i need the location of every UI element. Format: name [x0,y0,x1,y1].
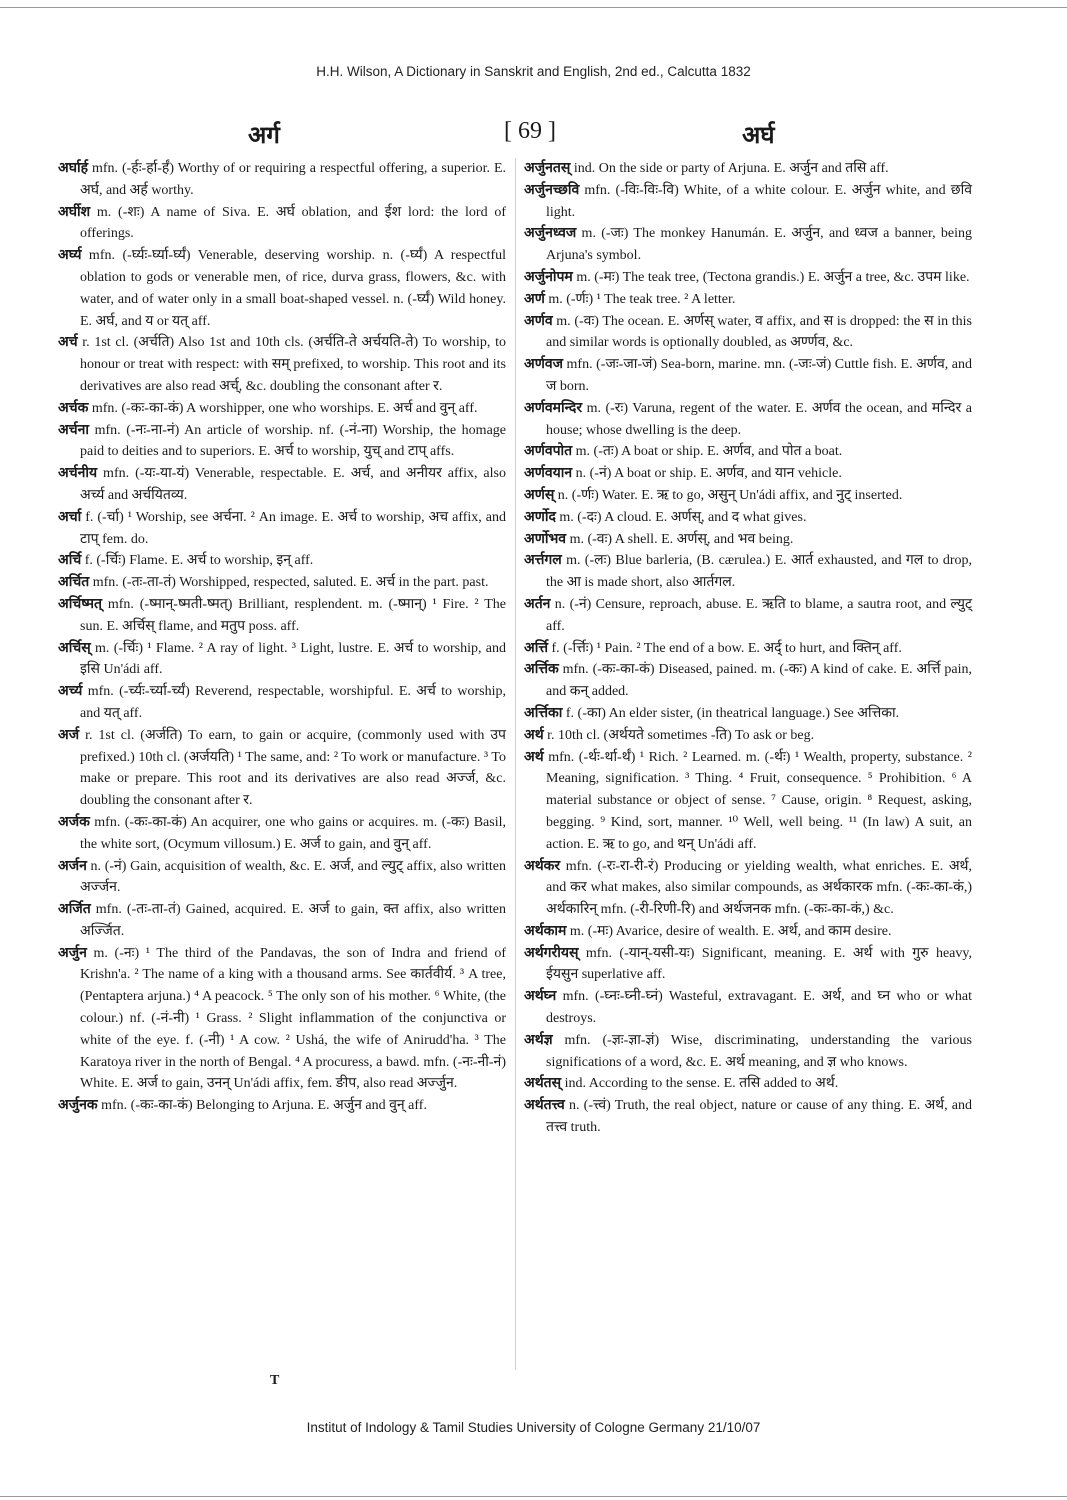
dictionary-entry [58,638,506,682]
entry-headword: अर्जन [58,858,87,874]
dictionary-entry [58,812,506,856]
column-divider [515,158,516,1370]
dictionary-entry [58,681,506,725]
entry-definition: n. (-नं) A boat or ship. E. अर्णव, and यान vehicle. [572,466,842,482]
entry-headword: अर्त्तगल [524,553,562,569]
entry-headword: अर्थकर [524,858,561,874]
dictionary-entry [58,420,506,464]
entry-headword: अर्जक [58,814,90,830]
dictionary-entry [524,463,972,485]
entry-definition: m. (-रः) Varuna, regent of the water. E. अर्णव the ocean, and मन्दिर a house; whose dwelling is the deep. [546,400,972,438]
dictionary-entry [58,594,506,638]
dictionary-entry [524,986,972,1030]
entry-headword: अर्जुनध्वज [524,226,577,242]
dictionary-entry [524,223,972,267]
entry-definition: mfn. (-ज्ञः-ज्ञा-ज्ञं) Wise, discriminating, understanding the various significations of a word, &c. E. अर्थ meaning, and ज्ञ who knows. [546,1032,972,1070]
entry-headword: अर्णवपोत [524,444,573,460]
entry-definition: f. (-र्त्तिः) ¹ Pain. ² The end of a bow. E. अर्द् to hurt, and क्तिन् aff. [548,640,902,656]
entry-headword: अर्णव [524,313,553,329]
entry-definition: mfn. (-र्च्यः-र्च्या-र्च्यं) Reverend, respectable, worshipful. E. अर्च to worship, and यत् aff. [80,684,506,721]
dictionary-entry [58,550,506,572]
dictionary-entry [58,899,506,943]
dictionary-entry [524,311,972,355]
entry-headword: अर्चिष्मत् [58,596,102,612]
dictionary-entry [58,463,506,507]
entry-definition: r. 1st cl. (अर्जति) To earn, to gain or acquire, (commonly used with उप prefixed.) 10th cl. (अर्जयति) ¹ The same, and: ² To work or manufacture. ³ To make or prepare. This root and its derivatives are also read अर्ज्ज, &c. doubling the consonant after र. [79,727,506,809]
dictionary-entry [58,943,506,1096]
entry-headword: अर्थतत्त्व [524,1098,565,1114]
dictionary-entry [58,1095,506,1117]
entry-definition: m. (-लः) Blue barleria, (B. cærulea.) E. आर्त exhausted, and गल to drop, the आ is made short, also आर्तगल. [546,553,972,591]
entry-definition: m. (-तः) A boat or ship. E. अर्णव, and पोत a boat. [572,444,843,460]
entry-headword: अर्जुन [58,945,87,961]
entry-definition: mfn. (-विः-विः-वि) White, of a white colour. E. अर्जुन white, and छवि light. [546,182,972,220]
right-running-headword: अर्घ [742,123,775,149]
dictionary-entry [524,703,972,725]
signature-mark: T [270,1373,280,1388]
entry-definition: m. (-र्चिः) ¹ Flame. ² A ray of light. ³ Light, lustre. E. अर्च to worship, and इसि Un'ádi aff. [80,640,506,678]
entry-definition: m. (-जः) The monkey Hanumán. E. अर्जुन, and ध्वज a banner, being Arjuna's symbol. [546,226,972,264]
entry-headword: अर्जुनोपम [524,269,573,285]
entry-definition: mfn. (-र्घ्यः-र्घ्या-र्घ्यं) Venerable, deserving worship. n. (-र्घ्यं) A respectful oblation to gods or venerable men, of rice, durva grass, flowers, &c. with water, and of water only in a small boat-shaped vessel. n. (-र्घ्यं) Wild honey. E. अर्घ, and य or यत् aff. [80,248,506,329]
entry-headword: अर्थ [524,727,544,743]
dictionary-entry [524,725,972,747]
entry-headword: अर्णस् [524,487,555,503]
entry-headword: अर्जुनक [58,1098,98,1114]
entry-definition: m. (-मः) The teak tree, (Tectona grandis.) E. अर्जुन a tree, &c. उपम like. [572,269,970,285]
entry-definition: mfn. (-ष्मान्-ष्मती-ष्मत्) Brilliant, resplendent. m. (-ष्मान्) ¹ Fire. ² The sun. E. अर्चिस् flame, and मतुप poss. aff. [80,596,506,634]
dictionary-entry [524,659,972,703]
entry-definition: ind. On the side or party of Arjuna. E. अर्जुन and तसि aff. [570,161,889,176]
dictionary-entry [524,1095,972,1139]
entry-definition: n. (-त्त्वं) Truth, the real object, nature or cause of any thing. E. अर्थ, and तत्त्व truth. [546,1098,972,1136]
dictionary-entry [524,158,972,180]
entry-definition: m. (-दः) A cloud. E. अर्णस्, and द what gives. [555,509,807,525]
entry-headword: अर्त्तिका [524,705,563,721]
dictionary-entry [524,354,972,398]
entry-headword: अर्चित [58,575,90,591]
entry-headword: अर्णोद [524,509,556,525]
entry-definition: f. (-र्चिः) Flame. E. अर्च to worship, इन् aff. [81,553,314,569]
page-number: [ 69 ] [504,118,556,144]
entry-headword: अर्जित [58,902,91,918]
entry-definition: r. 10th cl. (अर्थयते sometimes -ति) To ask or beg. [543,727,815,743]
entry-headword: अर्णवयान [524,466,573,482]
dictionary-entry [58,245,506,332]
dictionary-entry [524,180,972,224]
entry-headword: अर्णवमन्दिर [524,400,583,416]
dictionary-entry [524,267,972,289]
entry-definition: mfn. (-र्थः-र्था-र्थं) ¹ Rich. ² Learned. m. (-र्थः) ¹ Wealth, property, substance. ² Meaning, signification. ³ Thing. ⁴ Fruit, consequence. ⁵ Prohibition. ⁶ A material substance or object of sense. ⁷ Cause, origin. ⁸ Request, asking, begging. ⁹ Kind, sort, manner. ¹⁰ Well, well being. ¹¹ (In law) A suit, an action. E. ऋ to go, and थन् Un'ádi aff. [543,749,972,852]
entry-definition: mfn. (-नः-ना-नं) An article of worship. nf. (-नं-ना) Worship, the homage paid to deities and to superiors. E. अर्च to worship, युच् and टाप् affs. [80,422,506,460]
dictionary-entry [524,638,972,660]
dictionary-entry [58,856,506,900]
dictionary-entry [524,485,972,507]
entry-definition: mfn. (-कः-का-कं) A worshipper, one who worships. E. अर्च and वुन् aff. [88,400,478,416]
bottom-rule [0,1496,1067,1497]
dictionary-entry [524,507,972,529]
entry-headword: अर्तन [524,596,551,612]
entry-headword: अर्चक [58,400,89,416]
dictionary-entry [58,572,506,594]
entry-headword: अर्च्य [58,684,83,700]
entry-headword: अर्णोभव [524,531,567,547]
entry-definition: m. (-वः) The ocean. E. अर्णस् water, व affix, and स is dropped: the स in this and similar words is optionally doubled, as अर्ण्णव, &c. [546,313,972,351]
entry-definition: m. (-शः) A name of Siva. E. अर्घ oblation, and ईश lord: the lord of offerings. [80,204,506,242]
entry-definition: mfn. (-यः-या-यं) Venerable, respectable. E. अर्च, and अनीयर affix, also अर्च्य and अर्चयितव्य. [80,466,506,503]
dictionary-entry [524,441,972,463]
dictionary-entry [58,507,506,551]
entry-headword: अर्त्तिक [524,662,559,678]
dictionary-entry [524,921,972,943]
entry-headword: अर्घ्य [58,248,82,264]
dictionary-entry [524,856,972,921]
entry-definition: mfn. (-र्हः-र्हा-र्हं) Worthy of or requiring a respectful offering, a superior. E. अर्घ, and अर्ह worthy. [80,161,506,198]
entry-headword: अर्जुनतस् [524,161,571,176]
entry-definition: mfn. (-घ्नः-घ्नी-घ्नं) Wasteful, extravagant. E. अर्थ, and घ्न who or what destroys. [546,989,972,1027]
entry-definition: m. (-नः) ¹ The third of the Pandavas, the son of Indra and friend of Krishn'a. ² The name of a king with a thousand arms. See कार्तवीर्य. ³ A tree, (Pentaptera arjuna.) ⁴ A peacock. ⁵ The only son of his mother. ⁶ White, (the colour.) nf. (-नं-नी) ¹ Grass. ² Slight inflammation of the conjunctiva or white of the eye. f. (-नी) ¹ A cow. ² Ushá, the wife of Anirudd'ha. ³ The Karatoya river in the north of Bengal. ⁴ A procuress, a bawd. mfn. (-नः-नी-नं) White. E. अर्ज to gain, उनन् Un'ádi affix, fem. ङीप, also read अर्ज्जुन. [80,945,506,1092]
entry-headword: अर्जुनच्छवि [524,182,580,198]
dictionary-entry [58,398,506,420]
top-rule [0,7,1067,8]
entry-headword: अर्थगरीयस् [524,945,579,961]
dictionary-entry [524,747,972,856]
entry-definition: r. 1st cl. (अर्चति) Also 1st and 10th cls. (अर्चति-ते अर्चयति-ते) To worship, to honour or treat with respect: with सम् prefixed, to worship. This root and its derivatives are also read अर्च्, &c. doubling the consonant after र. [77,335,506,394]
left-column [58,158,506,1117]
entry-headword: अर्णवज [524,357,563,373]
entry-headword: अर्चना [58,422,89,438]
left-running-headword: अर्ग [248,123,280,149]
entry-definition: m. (-र्णः) ¹ The teak tree. ² A letter. [544,291,736,307]
entry-headword: अर्चनीय [58,466,98,482]
right-column [524,158,972,1139]
entry-headword: अर्थकाम [524,923,567,939]
entry-headword: अर्त्ति [524,640,548,656]
entry-definition: mfn. (-यान्-यसी-यः) Significant, meaning. E. अर्थ with गुरु heavy, ईयसुन superlative aff. [546,945,972,983]
entry-definition: ind. According to the sense. E. तसि added to अर्थ. [561,1076,839,1092]
entry-headword: अर्ण [524,291,545,307]
dictionary-entry [58,332,506,397]
dictionary-entry [58,202,506,246]
entry-definition: mfn. (-कः-का-कं) Belonging to Arjuna. E. अर्जुन and वुन् aff. [97,1098,427,1114]
entry-headword: अर्थ [524,749,544,765]
entry-headword: अर्चि [58,553,82,569]
dictionary-entry [524,594,972,638]
entry-definition: n. (-नं) Gain, acquisition of wealth, &c. E. अर्ज, and ल्युट् affix, also written अर्ज्जन. [80,858,506,896]
entry-definition: m. (-मः) Avarice, desire of wealth. E. अर्थ, and काम desire. [566,923,892,939]
dictionary-entry [58,158,506,202]
entry-definition: m. (-वः) A shell. E. अर्णस्, and भव being. [566,531,794,547]
entry-definition: mfn. (-तः-ता-तं) Worshipped, respected, saluted. E. अर्च in the part. past. [89,575,489,591]
entry-headword: अर्थज्ञ [524,1032,553,1048]
source-citation: H.H. Wilson, A Dictionary in Sanskrit and English, 2nd ed., Calcutta 1832 [316,64,751,79]
entry-headword: अर्च [58,335,78,351]
entry-headword: अर्ज [58,727,80,743]
dictionary-entry [524,943,972,987]
dictionary-entry [524,1030,972,1074]
entry-definition: mfn. (-रः-रा-री-रं) Producing or yielding wealth, what enriches. E. अर्थ, and कर what makes, also similar compounds, as अर्थकारक mfn. (-कः-का-कं,) अर्थकारिन् mfn. (-री-रिणी-रि) and अर्थजनक mfn. (-कः-का-कं,) &c. [546,858,972,918]
entry-headword: अर्घीश [58,204,91,220]
entry-definition: mfn. (-कः-का-कं) Diseased, pained. m. (-कः) A kind of cake. E. अर्त्ति pain, and कन् added. [546,662,972,700]
entry-headword: अर्चा [58,509,82,525]
dictionary-entry [58,725,506,812]
entry-definition: mfn. (-कः-का-कं) An acquirer, one who gains or acquires. m. (-कः) Basil, the white sort, (Ocymum villosum.) E. अर्ज to gain, and वुन् aff. [80,814,506,852]
dictionary-entry [524,529,972,551]
entry-headword: अर्थतस् [524,1076,562,1092]
entry-headword: अर्घार्ह [58,161,89,176]
entry-definition: mfn. (-जः-जा-जं) Sea-born, marine. mn. (-जः-जं) Cuttle fish. E. अर्णव, and ज born. [546,357,972,394]
dictionary-entry [524,398,972,442]
footer-credit: Institut of Indology & Tamil Studies University of Cologne Germany 21/10/07 [306,1420,761,1435]
entry-definition: mfn. (-तः-ता-तं) Gained, acquired. E. अर्ज to gain, क्त affix, also written अर्ज्जित. [80,902,506,939]
dictionary-entry [524,550,972,594]
entry-headword: अर्थघ्न [524,989,557,1005]
entry-headword: अर्चिस् [58,640,91,656]
entry-definition: f. (-र्चा) ¹ Worship, see अर्चना. ² An image. E. अर्च to worship, अच affix, and टाप् fem. do. [80,509,506,547]
entry-definition: f. (-का) An elder sister, (in theatrical language.) See अत्तिका. [562,705,900,721]
dictionary-entry [524,1073,972,1095]
entry-definition: n. (-नं) Censure, reproach, abuse. E. ऋति to blame, a sautra root, and ल्युट् aff. [546,596,972,634]
dictionary-entry [524,289,972,311]
entry-definition: n. (-र्णः) Water. E. ऋ to go, असुन् Un'ádi affix, and नुट् inserted. [554,487,903,503]
